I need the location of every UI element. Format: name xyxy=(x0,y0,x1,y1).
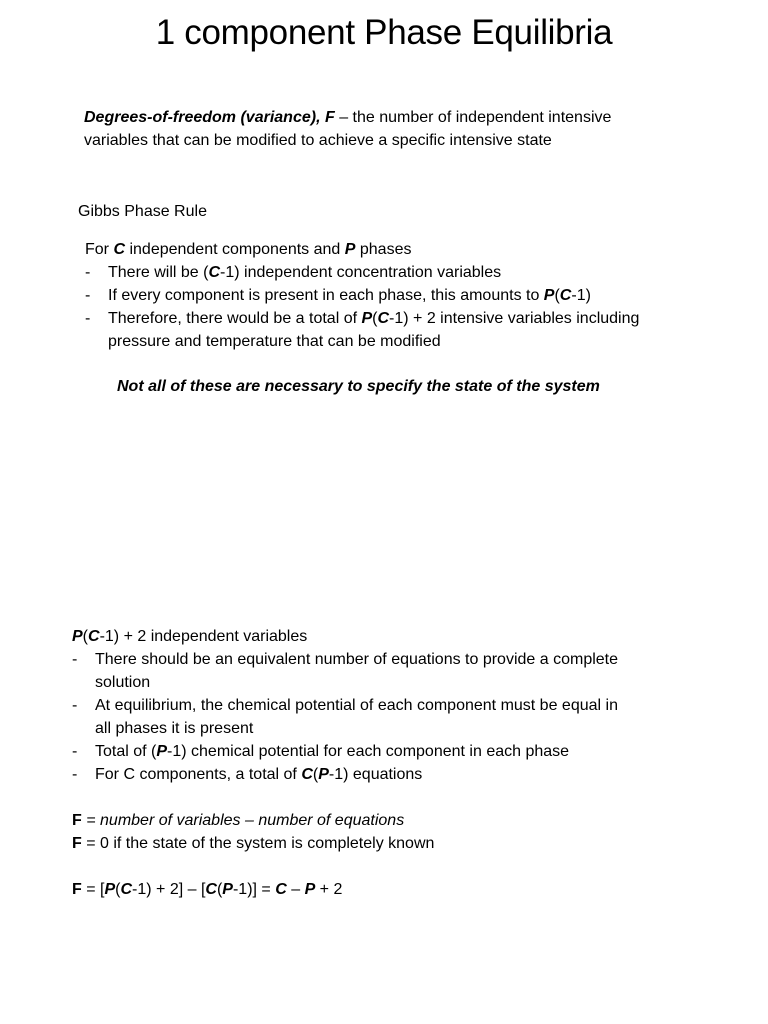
definition-line-1 xyxy=(84,106,611,129)
list-item: - Total of (P-1) chemical potential for each component in each phase xyxy=(72,740,618,763)
definition-line-2: variables that can be modified to achieve a specific intensive state xyxy=(84,132,552,149)
gibbs-heading: Gibbs Phase Rule xyxy=(78,203,207,220)
gibbs-note: Not all of these are necessary to specify the state of the system xyxy=(117,378,600,395)
variables-intro: P(C-1) + 2 independent variables xyxy=(72,628,308,645)
page-title: 1 component Phase Equilibria xyxy=(155,13,613,52)
formula-1: F = number of variables – number of equations xyxy=(72,812,405,829)
variables-list xyxy=(72,648,618,786)
definition-text-1: the number of independent intensive xyxy=(352,109,612,126)
gibbs-list xyxy=(85,261,639,353)
definition-symbol: F xyxy=(324,109,335,126)
list-item: - For C components, a total of C(P-1) equations xyxy=(72,763,618,786)
list-item: - At equilibrium, the chemical potential of each component must be equal in all phases it is present xyxy=(72,694,618,740)
definition-dash: – xyxy=(334,109,353,126)
gibbs-intro: For C independent components and P phases xyxy=(85,241,412,258)
variables-block xyxy=(72,625,618,786)
definition-term: Degrees-of-freedom (variance), xyxy=(84,109,321,126)
formula-3: F = [P(C-1) + 2] – [C(P-1)] = C – P + 2 xyxy=(72,881,343,898)
definition-block xyxy=(84,106,611,152)
formula-2: F = 0 if the state of the system is completely known xyxy=(72,835,435,852)
list-item: - Therefore, there would be a total of P(C-1) + 2 intensive variables including pressure and temperature that can be modified xyxy=(85,307,639,353)
list-item: - There should be an equivalent number of equations to provide a complete solution xyxy=(72,648,618,694)
list-item: - There will be (C-1) independent concentration variables xyxy=(85,261,639,284)
gibbs-block xyxy=(85,238,639,353)
list-item: - If every component is present in each phase, this amounts to P(C-1) xyxy=(85,284,639,307)
